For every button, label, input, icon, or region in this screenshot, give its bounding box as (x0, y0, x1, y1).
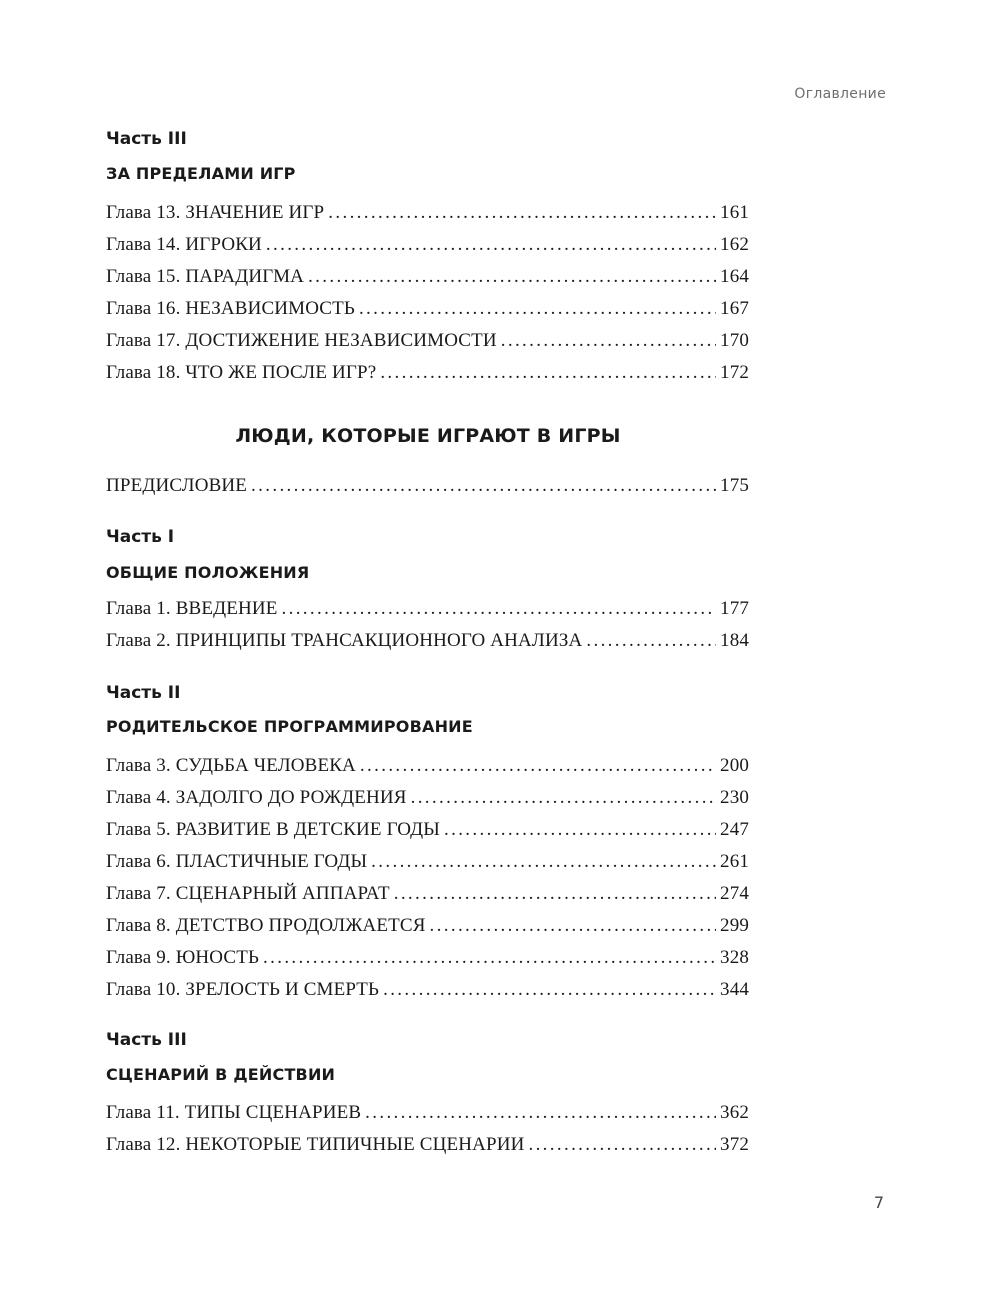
entry-title: Глава 1. ВВЕДЕНИЕ (106, 598, 278, 619)
toc-entry[interactable] (106, 229, 749, 261)
dot-leader (501, 325, 716, 357)
toc-list (106, 750, 749, 1006)
toc-list (106, 1097, 749, 1161)
dot-leader (359, 293, 716, 325)
entry-page-number: 328 (720, 947, 749, 968)
entry-title: Глава 13. ЗНАЧЕНИЕ ИГР (106, 202, 325, 223)
toc-list (106, 470, 749, 502)
entry-page-number: 230 (720, 787, 749, 808)
entry-page-number: 299 (720, 915, 749, 936)
book-title: ЛЮДИ, КОТОРЫЕ ИГРАЮТ В ИГРЫ (235, 425, 621, 447)
entry-title: Глава 2. ПРИНЦИПЫ ТРАНСАКЦИОННОГО АНАЛИЗА (106, 630, 583, 651)
entry-title: Глава 15. ПАРАДИГМА (106, 266, 305, 287)
entry-title: Глава 4. ЗАДОЛГО ДО РОЖДЕНИЯ (106, 787, 407, 808)
entry-page-number: 344 (720, 979, 749, 1000)
entry-page-number: 362 (720, 1102, 749, 1123)
entry-page-number: 161 (720, 202, 749, 223)
toc-entry[interactable] (106, 325, 749, 357)
running-head: Оглавление (794, 86, 886, 102)
part-title: ЗА ПРЕДЕЛАМИ ИГР (106, 164, 296, 183)
toc-entry[interactable] (106, 197, 749, 229)
toc-entry[interactable] (106, 878, 749, 910)
dot-leader (383, 974, 716, 1006)
toc-entry[interactable] (106, 293, 749, 325)
toc-entry[interactable] (106, 357, 749, 389)
entry-page-number: 274 (720, 883, 749, 904)
entry-title: Глава 14. ИГРОКИ (106, 234, 262, 255)
dot-leader (394, 878, 716, 910)
part-title: ОБЩИЕ ПОЛОЖЕНИЯ (106, 563, 310, 582)
dot-leader (528, 1129, 716, 1161)
toc-entry[interactable] (106, 782, 749, 814)
entry-page-number: 162 (720, 234, 749, 255)
toc-entry[interactable] (106, 974, 749, 1006)
part-title: РОДИТЕЛЬСКОЕ ПРОГРАММИРОВАНИЕ (106, 717, 473, 736)
dot-leader (444, 814, 716, 846)
toc-entry[interactable] (106, 1097, 749, 1129)
entry-title: Глава 16. НЕЗАВИСИМОСТЬ (106, 298, 355, 319)
part-label: Часть I (106, 527, 175, 547)
toc-entry[interactable] (106, 846, 749, 878)
part-label: Часть III (106, 129, 187, 149)
dot-leader (411, 782, 716, 814)
dot-leader (266, 229, 716, 261)
dot-leader (308, 261, 716, 293)
entry-title: Глава 3. СУДЬБА ЧЕЛОВЕКА (106, 755, 356, 776)
entry-page-number: 184 (720, 630, 749, 651)
entry-title: Глава 12. НЕКОТОРЫЕ ТИПИЧНЫЕ СЦЕНАРИИ (106, 1134, 525, 1155)
entry-title: ПРЕДИСЛОВИЕ (106, 475, 248, 496)
toc-entry[interactable] (106, 593, 749, 625)
toc-entry-preface[interactable] (106, 470, 749, 502)
part-label: Часть II (106, 683, 181, 703)
toc-entry[interactable] (106, 625, 749, 657)
entry-title: Глава 18. ЧТО ЖЕ ПОСЛЕ ИГР? (106, 362, 377, 383)
toc-entry[interactable] (106, 750, 749, 782)
entry-title: Глава 17. ДОСТИЖЕНИЕ НЕЗАВИСИМОСТИ (106, 330, 497, 351)
part-title: СЦЕНАРИЙ В ДЕЙСТВИИ (106, 1065, 336, 1084)
entry-page-number: 200 (720, 755, 749, 776)
entry-page-number: 247 (720, 819, 749, 840)
entry-page-number: 372 (720, 1134, 749, 1155)
toc-entry[interactable] (106, 261, 749, 293)
entry-page-number: 172 (720, 362, 749, 383)
dot-leader (380, 357, 716, 389)
entry-page-number: 261 (720, 851, 749, 872)
entry-page-number: 175 (720, 475, 749, 496)
toc-entry[interactable] (106, 814, 749, 846)
entry-title: Глава 7. СЦЕНАРНЫЙ АППАРАТ (106, 883, 390, 904)
toc-entry[interactable] (106, 942, 749, 974)
entry-page-number: 170 (720, 330, 749, 351)
dot-leader (282, 593, 717, 625)
dot-leader (360, 750, 716, 782)
toc-list (106, 197, 749, 389)
dot-leader (263, 942, 716, 974)
dot-leader (365, 1097, 716, 1129)
entry-title: Глава 6. ПЛАСТИЧНЫЕ ГОДЫ (106, 851, 368, 872)
entry-title: Глава 10. ЗРЕЛОСТЬ И СМЕРТЬ (106, 979, 380, 1000)
dot-leader (430, 910, 717, 942)
dot-leader (328, 197, 716, 229)
entry-title: Глава 5. РАЗВИТИЕ В ДЕТСКИЕ ГОДЫ (106, 819, 440, 840)
entry-title: Глава 11. ТИПЫ СЦЕНАРИЕВ (106, 1102, 362, 1123)
dot-leader (371, 846, 716, 878)
entry-title: Глава 8. ДЕТСТВО ПРОДОЛЖАЕТСЯ (106, 915, 426, 936)
dot-leader (586, 625, 716, 657)
toc-list (106, 593, 749, 657)
entry-title: Глава 9. ЮНОСТЬ (106, 947, 260, 968)
part-label: Часть III (106, 1030, 187, 1050)
entry-page-number: 164 (720, 266, 749, 287)
dot-leader (251, 470, 716, 502)
entry-page-number: 177 (720, 598, 749, 619)
toc-entry[interactable] (106, 1129, 749, 1161)
page-number: 7 (873, 1193, 884, 1212)
entry-page-number: 167 (720, 298, 749, 319)
toc-entry[interactable] (106, 910, 749, 942)
